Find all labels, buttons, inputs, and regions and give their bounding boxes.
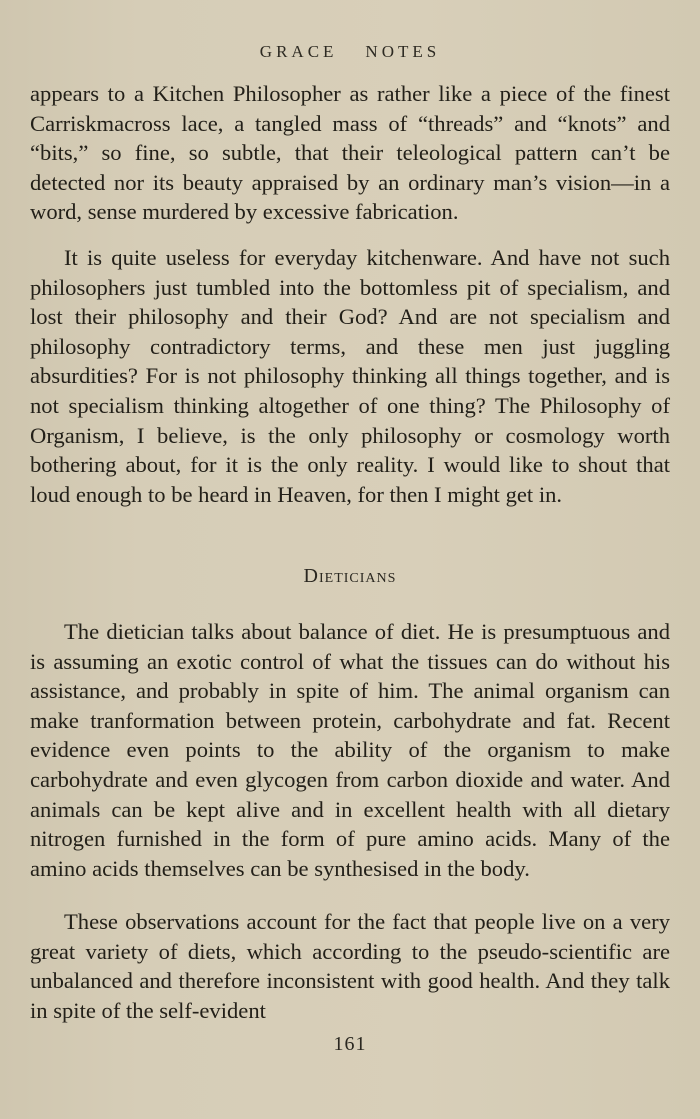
page-number: 161 xyxy=(333,1033,367,1055)
paragraph-kitchenware: It is quite useless for everyday kitchenware. And have not such philosophers just tumbled into the bottomless pit of specialism, and lost their philosophy and their God? And are not specialism and philosophy contradictory terms, and these men just juggling absurdities? For is not philosophy thinking all things together, and is not specialism thinking altogether of one thing? The Philosophy of Organism, I believe, is the only philosophy or cosmology worth bothering about, for it is the only reality. I would like to shout that loud enough to be heard in Heaven, for then I might get in. xyxy=(30,245,670,507)
paragraph-continued: appears to a Kitchen Philosopher as rather like a piece of the finest Carriskmacross lace, a tangled mass of “threads” and “knots” and “bits,” so fine, so subtle, that their teleological pattern can’t be detected nor its beauty appraised by an ordinary man’s vision—in a word, sense murdered by excessive fabrication. xyxy=(30,81,670,225)
paragraph-observations: These observations account for the fact that people live on a very great variety of diets, which according to the pseudo-scientific are unbalanced and therefore inconsistent with good health. And they talk in spite of the self-evident xyxy=(30,909,670,1023)
running-head-left: GRACE xyxy=(259,42,338,61)
running-head xyxy=(0,42,700,62)
running-head-right: NOTES xyxy=(365,42,441,61)
paragraph-dietician: The dietician talks about balance of diet. He is presumptuous and is assuming an exotic control of what the tissues can do without his assistance, and probably in spite of him. The animal organism can make tranformation between protein, carbohydrate and fat. Recent evidence even points to the ability of the organism to make carbohydrate and even glycogen from carbon dioxide and water. And animals can be kept alive and in excellent health with all dietary nitrogen furnished in the form of pure amino acids. Many of the amino acids themselves can be synthesised in the body. xyxy=(30,619,670,881)
section-heading: Dieticians xyxy=(303,565,397,587)
